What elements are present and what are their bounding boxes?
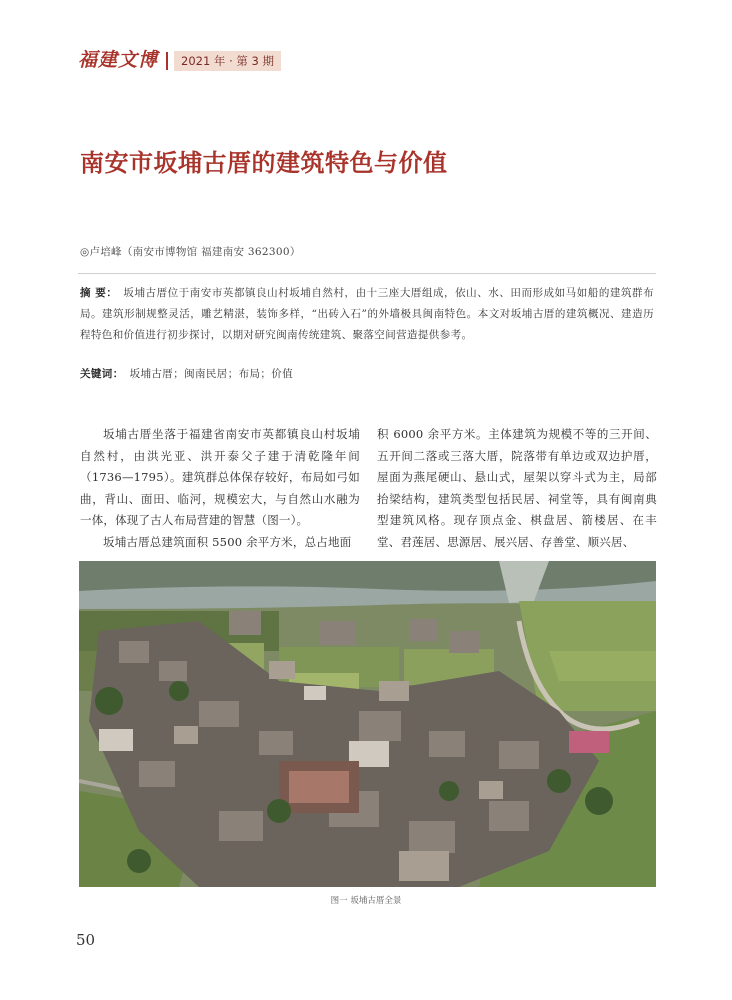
keywords-text: 坂埔古厝；闽南民居；布局；价值	[129, 368, 294, 380]
journal-logo: 福建文博	[78, 49, 159, 71]
journal-header	[78, 47, 638, 75]
abstract	[80, 283, 654, 346]
issue-badge: 2021 年 · 第 3 期	[174, 51, 281, 71]
keywords	[80, 365, 654, 383]
abstract-divider	[78, 273, 656, 274]
header-divider	[166, 52, 168, 70]
aerial-photo-village	[79, 561, 656, 887]
article-title: 南安市坂埔古厝的建筑特色与价值	[80, 148, 448, 177]
figure-caption: 图一 坂埔古厝全景	[330, 896, 402, 906]
keywords-label: 关键词：	[80, 368, 124, 380]
body-paragraph: 坂埔古厝总建筑面积 5500 余平方米，总占地面	[103, 534, 352, 549]
author-line: ◎卢培峰（南安市博物馆 福建南安 362300）	[80, 246, 301, 258]
page-number: 50	[76, 931, 96, 949]
body-column-left	[80, 424, 360, 553]
body-paragraph: 积 6000 余平方米。主体建筑为规模不等的三开间、五开间二落或三落大厝，院落带有单边或双边护厝，屋面为燕尾硬山、悬山式，屋架以穿斗式为主，局部抬梁结构，建筑类型包括民居、祠堂等，具有闽南典型建筑风格。现存顶点金、棋盘居、箭楼居、在丰堂、君莲居、思源居、展兴居、存善堂、顺兴居、	[377, 427, 657, 549]
abstract-text: 坂埔古厝位于南安市英都镇良山村坂埔自然村，由十三座大厝组成，依山、水、田而形成如马如船的建筑群布局。建筑形制规整灵活，雕艺精湛，装饰多样，“出砖入石”的外墙极具闽南特色。本文对坂埔古厝的建筑概况、建造历程特色和价值进行初步探讨，以期对研究闽南传统建筑、聚落空间营造提供参考。	[80, 287, 654, 341]
abstract-label: 摘 要：	[80, 287, 118, 299]
body-paragraph: 坂埔古厝坐落于福建省南安市英都镇良山村坂埔自然村，由洪光亚、洪开泰父子建于清乾隆年间（1736—1795）。建筑群总体保存较好，布局如弓如曲，背山、面田、临河，规模宏大，与自然山水融为一体，体现了古人布局营建的智慧（图一）。	[80, 427, 360, 527]
body-column-right	[377, 424, 657, 553]
